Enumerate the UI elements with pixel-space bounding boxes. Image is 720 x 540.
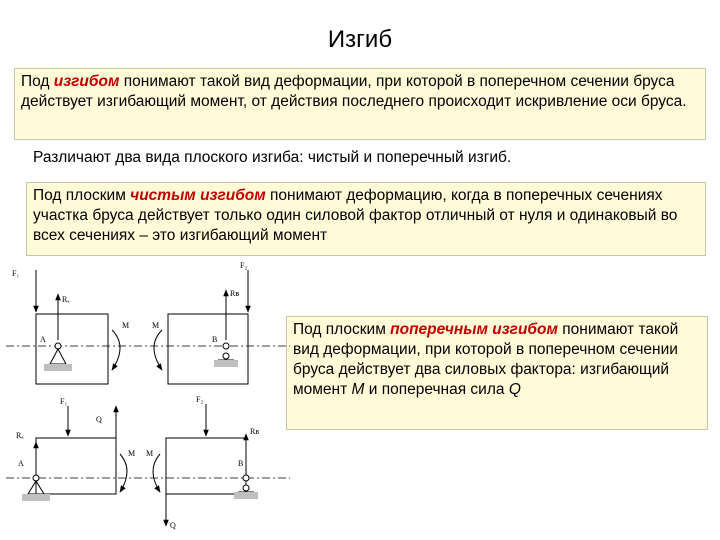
label-m-right-top: M [152, 321, 160, 330]
transverse-bending-diagram [6, 395, 290, 530]
label-q-bottom: Q [170, 521, 176, 530]
definition-transverse-pre: Под плоским [293, 321, 391, 338]
label-f2-top: F₂ [240, 261, 248, 270]
label-m-left-top: M [122, 321, 130, 330]
label-ra-top: Rₐ [62, 295, 70, 304]
label-rb-bottom: Rв [250, 427, 260, 436]
moment-left-bottom [120, 454, 127, 492]
term-transverse-bending: поперечным изгибом [390, 321, 558, 338]
definition-transverse-post-a: понимают такой вид деформации, при которой в поперечном сечении бруса действует два силовых фактора: изгибающий момент [293, 321, 679, 398]
label-q-top: Q [96, 415, 102, 424]
term-pure-bending: чистым изгибом [130, 187, 266, 204]
definition-pure-pre: Под плоским [33, 187, 131, 204]
beam-right-part [168, 314, 248, 384]
definition-transverse-post-b: и поперечная сила [364, 381, 509, 398]
label-b-bottom: B [238, 459, 244, 468]
label-b-top: B [212, 335, 218, 344]
label-ra-bottom: Rₐ [16, 431, 24, 440]
label-a-top: A [40, 335, 46, 344]
definition-bending-post: понимают такой вид деформации, при которой в поперечном сечении бруса действует изгибающий момент, от действия последнего происходит искривление оси бруса. [21, 73, 687, 110]
beam-left-part-bottom [36, 438, 116, 494]
label-f2-bottom: F₂ [196, 395, 204, 404]
label-m-right-bottom: M [146, 449, 154, 458]
definition-pure-post: понимают деформацию, когда в поперечных сечениях участка бруса действует только один силовой фактор отличный от нуля и одинаковый во всех сечениях – это изгибающий момент [33, 187, 678, 244]
symbol-m: M [351, 381, 365, 398]
bending-diagram [0, 258, 290, 538]
beam-left-part [36, 314, 108, 384]
label-f1-bottom: F₁ [60, 397, 68, 406]
page-title: Изгиб [327, 26, 393, 53]
term-bending: изгибом [53, 73, 120, 90]
moment-left-top [112, 330, 120, 370]
moment-right-top [154, 330, 162, 370]
definition-transverse-bending [286, 316, 708, 430]
beam-right-part-bottom [166, 438, 246, 494]
label-a-bottom: A [18, 459, 24, 468]
label-rb-top: Rв [230, 289, 240, 298]
moment-right-bottom [153, 454, 160, 492]
definition-bending [14, 68, 706, 140]
definition-bending-pre: Под [21, 73, 54, 90]
definition-pure-bending [26, 182, 706, 256]
symbol-q: Q [508, 381, 521, 398]
bending-types-text: Различают два вида плоского изгиба: чистый и поперечный изгиб. [33, 149, 512, 166]
label-m-left-bottom: M [128, 449, 136, 458]
pure-bending-diagram [6, 261, 290, 384]
label-f1-top: F₁ [12, 269, 20, 278]
